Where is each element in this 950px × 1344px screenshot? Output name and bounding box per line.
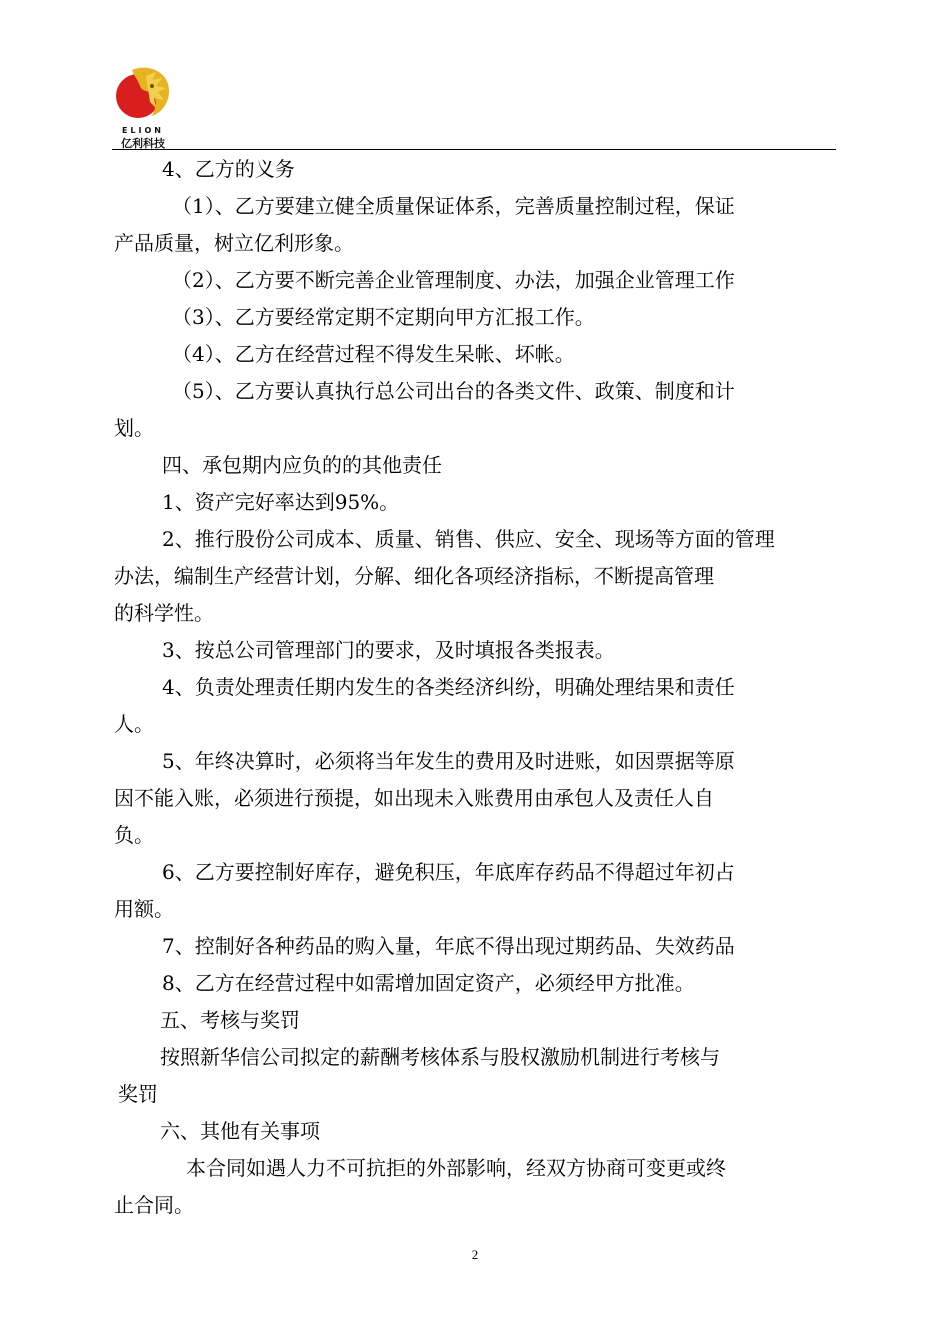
paragraph-line: （1）、乙方要建立健全质量保证体系，完善质量控制过程，保证 — [172, 194, 735, 218]
document-body — [114, 151, 836, 1224]
paragraph-line: 的科学性。 — [114, 601, 214, 625]
paragraph-line: 1、资产完好率达到95%。 — [162, 490, 400, 514]
lion-emblem-icon — [112, 62, 174, 126]
paragraph-line: 2、推行股份公司成本、质量、销售、供应、安全、现场等方面的管理 — [162, 527, 775, 551]
header-divider — [112, 149, 836, 150]
paragraph-line: 6、乙方要控制好库存，避免积压，年底库存药品不得超过年初占 — [162, 860, 735, 884]
paragraph-line: （2）、乙方要不断完善企业管理制度、办法，加强企业管理工作 — [172, 268, 735, 292]
paragraph-line: 本合同如遇人力不可抗拒的外部影响，经双方协商可变更或终 — [186, 1156, 726, 1180]
company-logo — [112, 62, 174, 148]
paragraph-line: 产品质量，树立亿利形象。 — [114, 231, 354, 255]
paragraph-line: 奖罚 — [118, 1082, 158, 1106]
page-number: 2 — [471, 1247, 479, 1262]
paragraph-line: 因不能入账，必须进行预提，如出现未入账费用由承包人及责任人自 — [114, 786, 714, 810]
paragraph-line: 按照新华信公司拟定的薪酬考核体系与股权激励机制进行考核与 — [160, 1045, 720, 1069]
paragraph-line: 负。 — [114, 823, 154, 847]
section-heading: 4、乙方的义务 — [162, 157, 295, 181]
section-heading: 四、承包期内应负的的其他责任 — [162, 453, 442, 477]
paragraph-line: 7、控制好各种药品的购入量，年底不得出现过期药品、失效药品 — [162, 934, 735, 958]
paragraph-line: 8、乙方在经营过程中如需增加固定资产，必须经甲方批准。 — [162, 971, 695, 995]
paragraph-line: 5、年终决算时，必须将当年发生的费用及时进账，如因票据等原 — [162, 749, 735, 773]
section-heading: 五、考核与奖罚 — [160, 1008, 300, 1032]
paragraph-line: 3、按总公司管理部门的要求，及时填报各类报表。 — [162, 638, 615, 662]
paragraph-line: 人。 — [114, 712, 154, 736]
logo-english-text: ELION — [121, 126, 165, 135]
paragraph-line: （5）、乙方要认真执行总公司出台的各类文件、政策、制度和计 — [172, 379, 735, 403]
paragraph-line: 办法，编制生产经营计划，分解、细化各项经济指标，不断提高管理 — [114, 564, 714, 588]
paragraph-line: 划。 — [114, 416, 154, 440]
paragraph-line: （3）、乙方要经常定期不定期向甲方汇报工作。 — [172, 305, 595, 329]
logo-chinese-text: 亿利科技 — [121, 137, 165, 150]
paragraph-line: 止合同。 — [114, 1193, 194, 1217]
section-heading: 六、其他有关事项 — [160, 1119, 320, 1143]
paragraph-line: （4）、乙方在经营过程不得发生呆帐、坏帐。 — [172, 342, 575, 366]
paragraph-line: 4、负责处理责任期内发生的各类经济纠纷，明确处理结果和责任 — [162, 675, 735, 699]
paragraph-line: 用额。 — [114, 897, 174, 921]
